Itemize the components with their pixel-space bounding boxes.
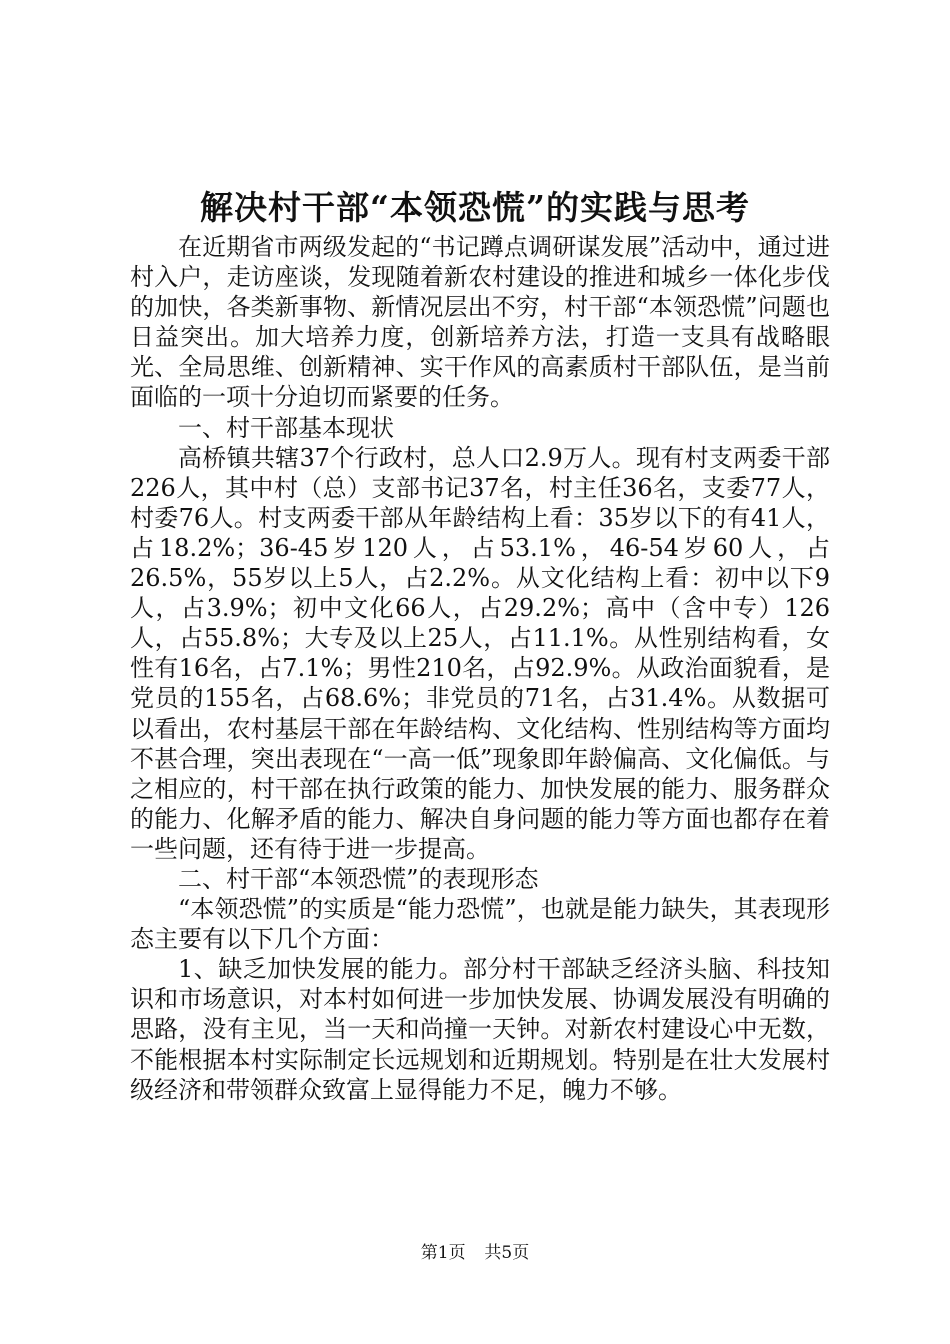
page-footer [0,1241,950,1265]
section-heading-2: 二、村干部“本领恐慌”的表现形态 [178,864,539,893]
intro-paragraph: 在近期省市两级发起的“书记蹲点调研谋发展”活动中，通过进村入户，走访座谈，发现随着新农村建设的推进和城乡一体化步伐的加快，各类新事物、新情况层出不穷，村干部“本领恐慌”问题也日益突出。加大培养力度，创新培养方法，打造一支具有战略眼光、全局思维、创新精神、实干作风的高素质村干部队伍，是当前面临的一项十分迫切而紧要的任务。 [130,233,830,412]
section-heading-1: 一、村干部基本现状 [178,413,394,442]
manifestation-intro-paragraph: “本领恐慌”的实质是“能力恐慌”，也就是能力缺失，其表现形态主要有以下几个方面： [130,895,830,954]
development-ability-paragraph: 1、缺乏加快发展的能力。部分村干部缺乏经济头脑、科技知识和市场意识，对本村如何进一步加快发展、协调发展没有明确的思路，没有主见，当一天和尚撞一天钟。对新农村建设心中无数，不能根据本村实际制定长远规划和近期规划。特别是在壮大发展村级经济和带领群众致富上显得能力不足，魄力不够。 [130,955,830,1104]
document-title: 解决村干部“本领恐慌”的实践与思考 [200,188,750,227]
page-number: 第1页 [420,1243,466,1263]
page-total: 共5页 [484,1243,530,1263]
document-body [130,232,830,1105]
status-paragraph: 高桥镇共辖37个行政村，总人口2.9万人。现有村支两委干部226人，其中村（总）支部书记37名，村主任36名，支委77人，村委76人。村支两委干部从年龄结构上看：35岁以下的有41人，占18.2%；36-45岁120人，占53.1%，46-54岁60人，占26.5%，55岁以上5人，占2.2%。从文化结构上看：初中以下9人，占3.9%；初中文化66人，占29.2%；高中（含中专）126人，占55.8%；大专及以上25人，占11.1%。从性别结构看，女性有16名，占7.1%；男性210名，占92.9%。从政治面貌看，是党员的155名，占68.6%；非党员的71名，占31.4%。从数据可以看出，农村基层干部在年龄结构、文化结构、性别结构等方面均不甚合理，突出表现在“一高一低”现象即年龄偏高、文化偏低。与之相应的，村干部在执行政策的能力、加快发展的能力、服务群众的能力、化解矛盾的能力、解决自身问题的能力等方面也都存在着一些问题，还有待于进一步提高。 [130,443,830,863]
